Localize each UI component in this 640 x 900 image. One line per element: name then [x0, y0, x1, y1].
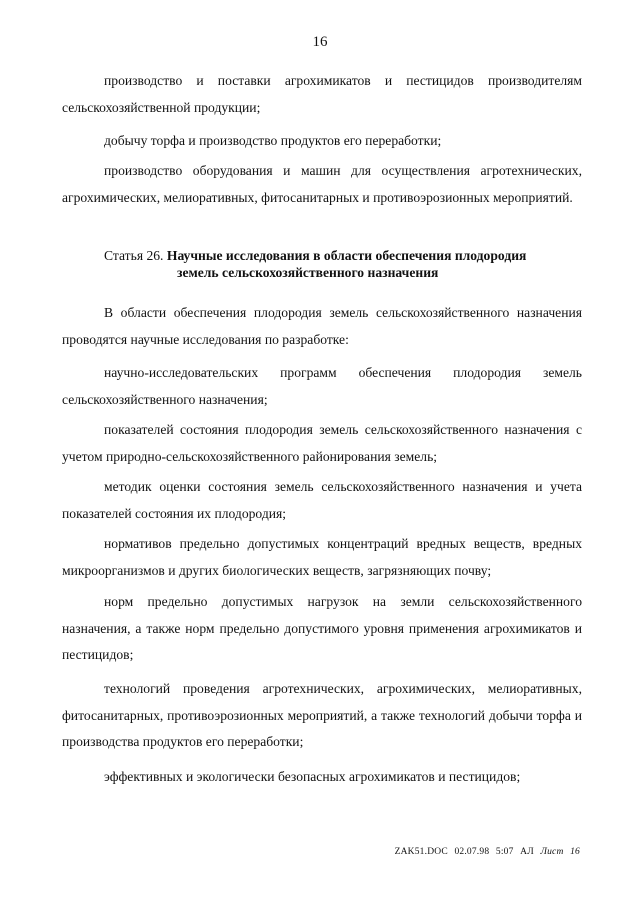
paragraph: технологий проведения агротехнических, агрохимических, мелиоративных, фитосанитарных, противоэрозионных мероприятий, а также технологий добычи торфа и производства продуктов его переработки; — [62, 681, 582, 749]
article-label: Статья 26. — [104, 248, 164, 263]
article-heading-line1 — [62, 247, 582, 264]
paragraph: научно-исследовательских программ обеспечения плодородия земель сельскохозяйственного назначения; — [62, 365, 582, 407]
footer-filename: ZAK51.DOC — [394, 847, 448, 857]
footer-sheet-number: 16 — [570, 847, 580, 857]
paragraph: эффективных и экологически безопасных агрохимикатов и пестицидов; — [104, 769, 521, 784]
page-number: 16 — [312, 34, 328, 50]
footer-time: 5:07 — [495, 847, 514, 857]
footer-sheet-label: Лист — [540, 847, 564, 857]
paragraph: показателей состояния плодородия земель сельскохозяйственного назначения с учетом природно-сельскохозяйственного районирования земель; — [62, 422, 582, 464]
document-footer — [391, 847, 580, 857]
paragraph: методик оценки состояния земель сельскохозяйственного назначения и учета показателей состояния их плодородия; — [62, 479, 582, 521]
footer-date: 02.07.98 — [454, 847, 490, 857]
article-title-part1: Научные исследования в области обеспечения плодородия — [166, 248, 527, 263]
paragraph: производство и поставки агрохимикатов и пестицидов производителям сельскохозяйственной продукции; — [62, 73, 582, 115]
paragraph: добычу торфа и производство продуктов его переработки; — [104, 133, 442, 148]
paragraph: норм предельно допустимых нагрузок на земли сельскохозяйственного назначения, а также норм предельно допустимого уровня применения агрохимикатов и пестицидов; — [62, 594, 582, 662]
article-heading — [62, 247, 582, 281]
paragraph: В области обеспечения плодородия земель сельскохозяйственного назначения проводятся научные исследования по разработке: — [62, 305, 582, 347]
paragraph: нормативов предельно допустимых концентраций вредных веществ, вредных микроорганизмов и других биологических веществ, загрязняющих почву; — [62, 536, 582, 578]
article-title-part2: земель сельскохозяйственного назначения — [177, 265, 439, 280]
footer-initials: АЛ — [520, 847, 534, 857]
paragraph: производство оборудования и машин для осуществления агротехнических, агрохимических, мелиоративных, фитосанитарных и противоэрозионных мероприятий. — [62, 163, 582, 205]
